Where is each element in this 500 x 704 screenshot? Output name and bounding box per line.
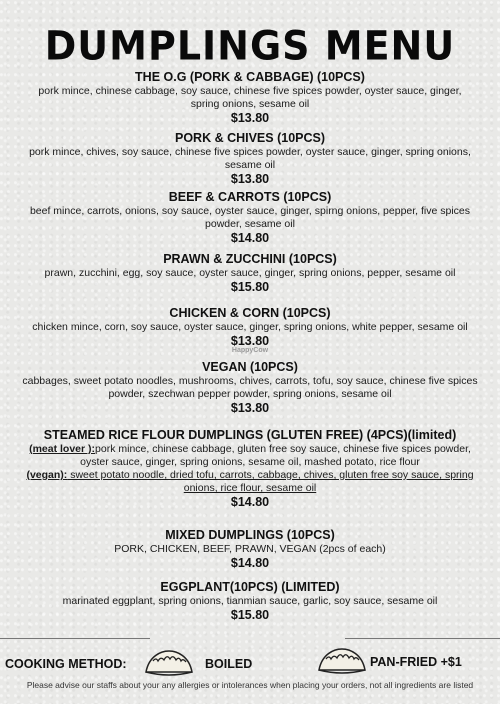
menu-item-rice-flour <box>14 428 486 510</box>
item-desc: prawn, zucchini, egg, soy sauce, oyster sauce, ginger, spring onions, pepper, sesame oil <box>44 267 456 279</box>
item-desc: pork mince, chinese cabbage, soy sauce, chinese five spices powder, oyster sauce, ginger, spring onions, sesame oil <box>38 85 462 110</box>
item-price: $13.80 <box>230 334 270 348</box>
dumpling-icon <box>316 646 368 679</box>
menu-title: DUMPLINGS MENU <box>44 22 456 70</box>
happycow-watermark: HappyCow <box>231 347 269 354</box>
divider-right <box>345 638 500 639</box>
item-desc: marinated eggplant, spring onions, tianmian sauce, garlic, soy sauce, sesame oil <box>62 595 438 607</box>
item-desc: pork mince, chives, soy sauce, chinese five spices powder, oyster sauce, ginger, spring onions, sesame oil <box>29 146 471 171</box>
item-price: $13.80 <box>230 172 270 186</box>
item-name: STEAMED RICE FLOUR DUMPLINGS (GLUTEN FREE) (4PCS)(limited) <box>43 428 457 442</box>
cooking-method-label: COOKING METHOD: <box>5 657 127 671</box>
item-desc <box>14 443 486 469</box>
item-name: BEEF & CARROTS (10PCS) <box>168 190 332 204</box>
menu-item-mixed <box>14 528 486 571</box>
meat-lover-label: (meat lover ): <box>29 443 96 455</box>
pan-fried-option: PAN-FRIED +$1 <box>370 655 462 669</box>
item-desc: chicken mince, corn, soy sauce, oyster sauce, ginger, spring onions, white pepper, sesame oil <box>32 321 468 333</box>
item-price: $13.80 <box>230 111 270 125</box>
menu-item-pork-chives <box>14 131 486 187</box>
item-price: $15.80 <box>230 280 270 294</box>
item-name: PORK & CHIVES (10PCS) <box>174 131 326 145</box>
item-price: $15.80 <box>230 608 270 622</box>
item-name: THE O.G (PORK & CABBAGE) (10PCS) <box>135 70 365 84</box>
item-name: EGGPLANT(10PCS) (LIMITED) <box>160 580 340 594</box>
item-desc: beef mince, carrots, onions, soy sauce, oyster sauce, ginger, spirng onions, pepper, five spices powder, sesame oil <box>29 205 471 230</box>
vegan-desc: sweet potato noodle, dried tofu, carrots, cabbage, chives, gluten free soy sauce, spring onions, rice flour, sesame oil <box>67 469 474 494</box>
item-price: $14.80 <box>230 556 270 570</box>
item-name: PRAWN & ZUCCHINI (10PCS) <box>163 252 337 266</box>
item-desc: cabbages, sweet potato noodles, mushrooms, chives, carrots, tofu, soy sauce, chinese five spices powder, szechwan pepper powder, spring onions, sesame oil <box>22 375 478 400</box>
item-price: $14.80 <box>230 495 270 509</box>
allergy-note: Please advise our staffs about your any allergies or intolerances when placing your orders, not all ingredients are listed <box>26 680 474 690</box>
dumpling-icon <box>143 648 195 681</box>
menu-item-eggplant <box>14 580 486 623</box>
item-name: MIXED DUMPLINGS (10PCS) <box>165 528 335 542</box>
item-name: CHICKEN & CORN (10PCS) <box>169 306 331 320</box>
divider-left <box>0 638 150 639</box>
menu-item-og <box>14 70 486 126</box>
item-desc-vegan <box>14 469 486 495</box>
cooking-method-row <box>0 648 500 680</box>
meat-lover-desc: pork mince, chinese cabbage, gluten free soy sauce, chinese five spices powder, oyster sauce, ginger, spring onions, sesame oil, mashed potato, rice flour <box>80 443 471 468</box>
menu-item-beef-carrots <box>14 190 486 246</box>
menu-item-prawn-zucchini <box>14 252 486 295</box>
menu-item-chicken-corn <box>14 306 486 349</box>
item-price: $14.80 <box>230 231 270 245</box>
item-price: $13.80 <box>230 401 270 415</box>
item-name: VEGAN (10PCS) <box>202 360 298 374</box>
boiled-option: BOILED <box>205 657 253 671</box>
menu-item-vegan <box>14 360 486 416</box>
vegan-label: (vegan): <box>26 469 68 481</box>
item-desc: PORK, CHICKEN, BEEF, PRAWN, VEGAN (2pcs of each) <box>114 543 386 555</box>
